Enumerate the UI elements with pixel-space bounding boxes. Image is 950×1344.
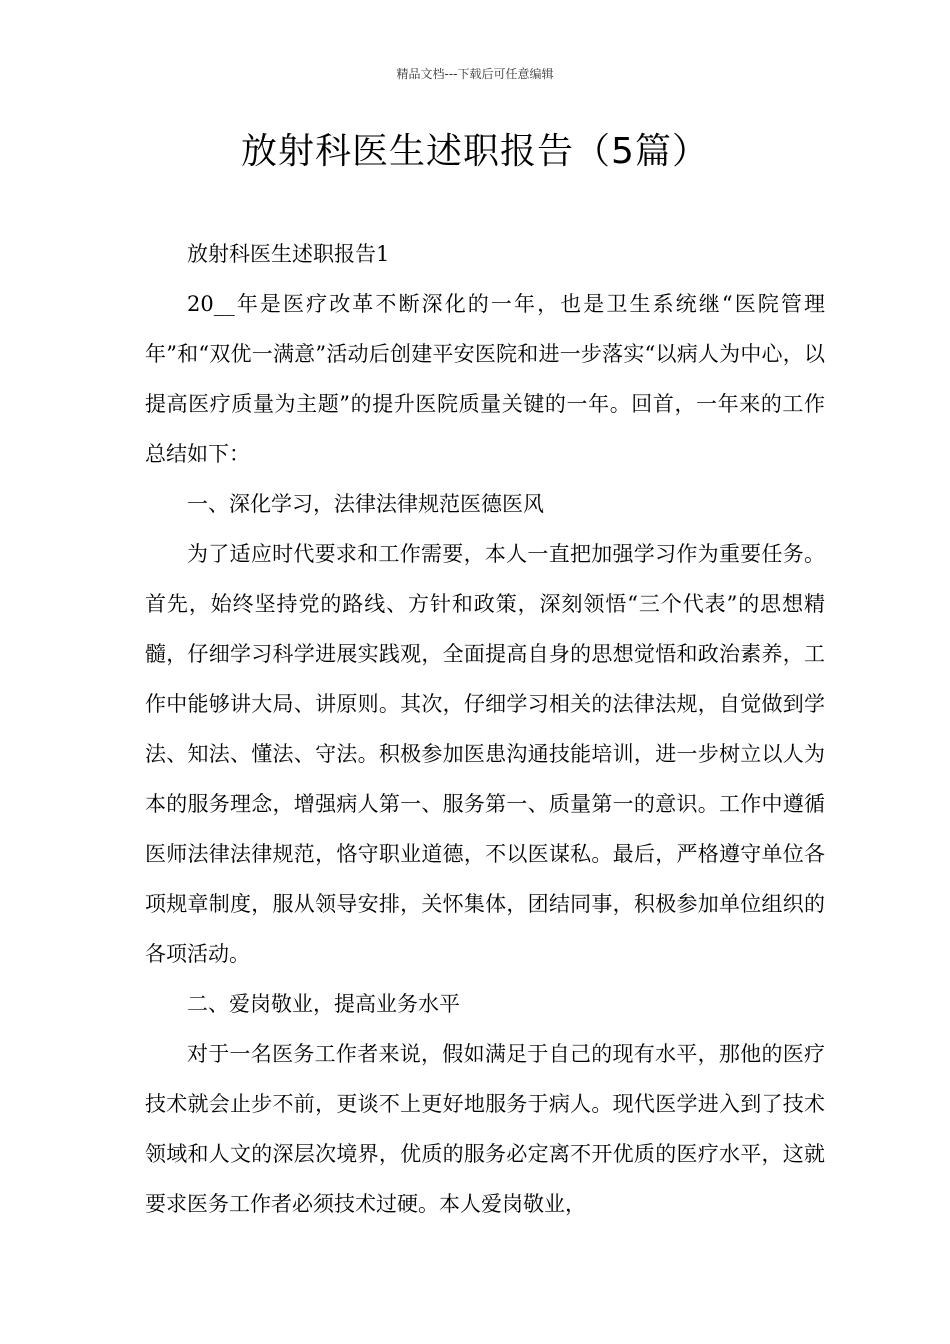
- paragraph: 20__年是医疗改革不断深化的一年，也是卫生系统继“医院管理年”和“双优一满意”活动后创建平安医院和进一步落实“以病人为中心，以提高医疗质量为主题”的提升医院质量关键的一年。回首，一年来的工作总结如下：: [145, 292, 825, 466]
- section-heading: 二、爱岗敬业，提高业务水平: [187, 992, 460, 1016]
- section-heading: 放射科医生述职报告1: [187, 242, 390, 266]
- paragraph: 为了适应时代要求和工作需要，本人一直把加强学习作为重要任务。首先，始终坚持党的路线、方针和政策，深刻领悟“三个代表”的思想精髓，仔细学习科学进展实践观，全面提高自身的思想觉悟和政治素养，工作中能够讲大局、讲原则。其次，仔细学习相关的法律法规，自觉做到学法、知法、懂法、守法。积极参加医患沟通技能培训，进一步树立以人为本的服务理念，增强病人第一、服务第一、质量第一的意识。工作中遵循医师法律法律规范，恪守职业道德，不以医谋私。最后，严格遵守单位各项规章制度，服从领导安排，关怀集体，团结同事，积极参加单位组织的各项活动。: [145, 542, 825, 966]
- section-heading: 一、深化学习，法律法律规范医德医风: [187, 492, 544, 516]
- document-body: [145, 229, 825, 1229]
- paragraph: 对于一名医务工作者来说，假如满足于自己的现有水平，那他的医疗技术就会止步不前，更谈不上更好地服务于病人。现代医学进入到了技术领域和人文的深层次境界，优质的服务必定离不开优质的医疗水平，这就要求医务工作者必须技术过硬。本人爱岗敬业，: [145, 1042, 825, 1216]
- header-note: 精品文档---下载后可任意编辑: [396, 67, 554, 81]
- document-title: 放射科医生述职报告（5篇）: [241, 131, 709, 172]
